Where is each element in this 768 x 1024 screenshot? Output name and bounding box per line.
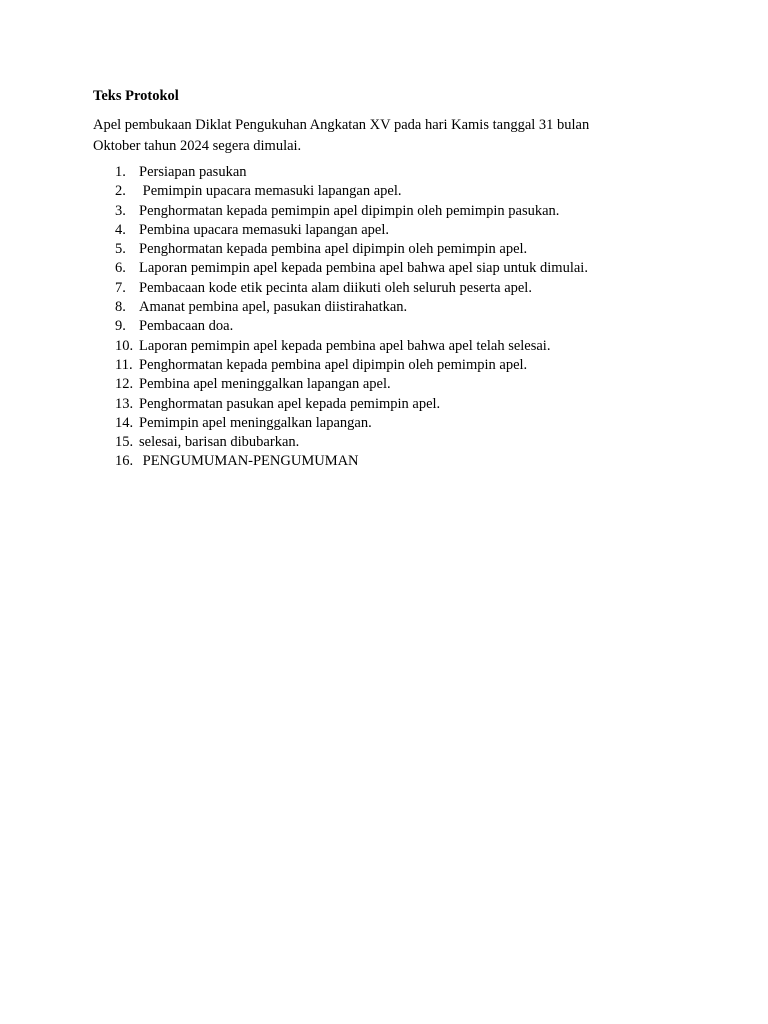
list-item-text: Amanat pembina apel, pasukan diistirahatkan. — [139, 299, 408, 316]
list-item-text: Penghormatan kepada pemimpin apel dipimpin oleh pemimpin pasukan. — [139, 202, 560, 219]
list-item — [93, 202, 588, 221]
list-item-number — [93, 317, 139, 336]
protocol-steps-list — [93, 163, 588, 472]
list-item-text: Pemimpin apel meninggalkan lapangan. — [139, 414, 372, 431]
list-item-number-text: 16. — [115, 453, 134, 470]
list-item-number-text: 4. — [115, 221, 126, 238]
list-item-number — [93, 221, 139, 240]
list-item — [93, 279, 588, 298]
list-item-number — [93, 259, 139, 278]
list-item-number — [93, 356, 139, 375]
list-item-number-text: 13. — [115, 395, 134, 412]
list-item-number — [93, 414, 139, 433]
list-item — [93, 240, 588, 259]
list-item-number-text: 6. — [115, 260, 126, 277]
list-item-number-text: 10. — [115, 337, 134, 354]
list-item-text: Pembacaan doa. — [139, 318, 234, 335]
list-item-text: Pembina apel meninggalkan lapangan apel. — [139, 376, 391, 393]
list-item-text: selesai, barisan dibubarkan. — [139, 434, 300, 451]
list-item-number-text: 5. — [115, 241, 126, 258]
list-item-number — [93, 337, 139, 356]
list-item-number-text: 12. — [115, 376, 134, 393]
list-item — [93, 395, 588, 414]
list-item-number-text: 2. — [115, 183, 126, 200]
list-item-number — [93, 395, 139, 414]
list-item-text: Persiapan pasukan — [139, 164, 247, 180]
list-item-number — [93, 298, 139, 317]
list-item — [93, 317, 588, 336]
list-item-text: PENGUMUMAN-PENGUMUMAN — [139, 453, 359, 470]
list-item-number-text: 7. — [115, 279, 126, 296]
list-item-text: Pembacaan kode etik pecinta alam diikuti oleh seluruh peserta apel. — [139, 279, 532, 296]
list-item-number — [93, 202, 139, 221]
list-item — [93, 221, 588, 240]
list-item-number — [93, 163, 139, 182]
list-item-number-text: 8. — [115, 299, 126, 316]
list-item-number — [93, 452, 139, 471]
list-item-number — [93, 182, 139, 201]
list-item-text: Penghormatan kepada pembina apel dipimpin oleh pemimpin apel. — [139, 241, 528, 258]
list-item — [93, 182, 588, 201]
list-item-number — [93, 433, 139, 452]
list-item — [93, 259, 588, 278]
document-title: Teks Protokol — [93, 88, 179, 104]
list-item — [93, 375, 588, 394]
list-item-number — [93, 279, 139, 298]
list-item-text: Laporan pemimpin apel kepada pembina apel bahwa apel telah selesai. — [139, 337, 551, 354]
intro-paragraph — [93, 115, 653, 156]
list-item — [93, 356, 588, 375]
list-item-number — [93, 240, 139, 259]
list-item-number-text: 15. — [115, 434, 134, 451]
list-item-text: Pemimpin upacara memasuki lapangan apel. — [139, 183, 402, 200]
list-item-number — [93, 375, 139, 394]
list-item-text: Pembina upacara memasuki lapangan apel. — [139, 221, 390, 238]
list-item-number-text: 1. — [115, 164, 126, 180]
list-item — [93, 163, 588, 182]
list-item-number-text: 9. — [115, 318, 126, 335]
list-item-number-text: 14. — [115, 414, 134, 431]
list-item-text: Penghormatan kepada pembina apel dipimpin oleh pemimpin apel. — [139, 356, 528, 373]
list-item-text: Penghormatan pasukan apel kepada pemimpin apel. — [139, 395, 441, 412]
list-item-number-text: 11. — [115, 356, 133, 373]
list-item-number-text: 3. — [115, 202, 126, 219]
list-item — [93, 298, 588, 317]
list-item — [93, 337, 588, 356]
list-item-text: Laporan pemimpin apel kepada pembina apel bahwa apel siap untuk dimulai. — [139, 260, 588, 277]
intro-line: Apel pembukaan Diklat Pengukuhan Angkatan XV pada hari Kamis tanggal 31 bulan — [93, 117, 590, 133]
list-item — [93, 414, 588, 433]
list-item — [93, 452, 588, 471]
intro-line: Oktober tahun 2024 segera dimulai. — [93, 137, 302, 154]
list-item — [93, 433, 588, 452]
